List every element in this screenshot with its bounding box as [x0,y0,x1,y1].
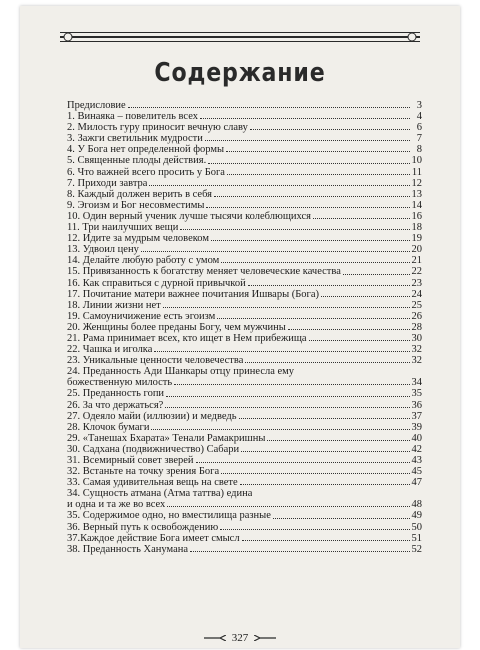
toc-entry-title: 14. Делайте любую работу с умом [67,255,220,267]
toc-entry-page: 43 [411,455,422,466]
dot-leader [227,174,410,175]
toc-entry-title: 12. Идите за мудрым человеком [67,233,210,245]
toc-entry-page: 14 [411,199,422,211]
dot-leader [267,440,409,441]
dot-leader [128,107,410,108]
toc-entry-page: 7 [416,133,422,145]
toc-entry-page: 26 [411,310,422,322]
toc-entry-page: 12 [411,177,422,189]
toc-entry-page: 4 [416,111,422,123]
toc-entry-page: 8 [416,144,422,156]
toc-entry-title: 13. Удвоил цену [67,244,139,256]
toc-entry [67,100,422,111]
toc-entry [67,222,422,233]
toc-entry-title: 19. Самоуничижение есть эгоизм [67,310,216,322]
toc-entry-title: 26. За что держаться? [67,399,164,411]
dot-leader [205,140,410,141]
toc-entry-title: 7. Приходи завтра [67,177,148,189]
book-page [20,6,460,648]
toc-entry [67,233,422,244]
toc-entry-page: 52 [411,543,422,555]
toc-entry [67,211,422,222]
dot-leader [343,274,410,275]
toc-entry-title: 25. Преданность гопи [67,388,165,400]
toc-entry [67,544,422,555]
toc-entry [67,488,422,499]
toc-entry [67,400,422,411]
dot-leader [206,207,409,208]
dot-leader [242,540,410,541]
dot-leader [217,318,409,319]
toc-entry-page: 30 [411,332,422,344]
toc-entry [67,499,422,510]
dot-leader [240,484,410,485]
toc-entry-page: 24 [411,288,422,300]
toc-entry [67,189,422,200]
page-footer [20,632,460,644]
toc-entry [67,178,422,189]
toc-entry-page: 42 [411,443,422,455]
toc-entry-page: 10 [411,155,422,167]
toc-entry-page: 50 [411,521,422,533]
toc-entry-page: 49 [411,510,422,522]
dot-leader [166,396,409,397]
toc-entry [67,522,422,533]
toc-entry-title: 18. Линии жизни нет [67,299,161,311]
dot-leader [149,185,409,186]
toc-entry [67,111,422,122]
dot-leader [220,529,409,530]
toc-entry-page: 21 [411,255,422,267]
toc-entry-page: 16 [411,210,422,222]
toc-entry [67,289,422,300]
toc-entry-title: 8. Каждый должен верить в себя [67,188,213,200]
toc-entry-page: 3 [416,100,422,111]
toc-entry-page: 25 [411,299,422,311]
dot-leader [309,340,410,341]
toc-entry-title: 15. Привязанность к богатству меняет человеческие качества [67,266,341,278]
dot-leader [167,506,409,507]
toc-entry-page: 45 [411,466,422,478]
toc-entry [67,155,422,166]
toc-entry [67,366,422,377]
toc-entry-page: 48 [411,499,422,511]
page-title: Содержание [154,58,326,88]
toc-entry-page: 34 [411,377,422,389]
toc-entry-title: 16. Как справиться с дурной привычкой [67,277,246,289]
dot-leader [200,118,410,119]
toc-entry-page: 32 [411,355,422,367]
toc-entry-title: 4. У Бога нет определенной формы [67,144,225,156]
toc-entry [67,300,422,311]
toc-entry-page: 32 [411,344,422,356]
toc-entry [67,255,422,266]
toc-entry-title: 10. Один верный ученик лучше тысячи колеблющихся [67,210,311,222]
toc-entry-page: 39 [411,421,422,433]
dot-leader [208,163,409,164]
dot-leader [211,240,409,241]
toc-entry-title: 24. Преданность Ади Шанкары отцу принесла ему [67,366,295,378]
dot-leader [226,151,410,152]
dot-leader [221,262,409,263]
toc-entry-title: 37.Каждое действие Бога имеет смысл [67,532,240,544]
toc-entry [67,455,422,466]
dot-leader [165,407,409,408]
toc-entry-title: 17. Почитание матери важнее почитания Ишвары (Бога) [67,288,319,300]
toc-entry-title: Предисловие [67,100,126,111]
dot-leader [273,518,410,519]
dot-leader [151,429,409,430]
toc-entry [67,344,422,355]
toc-entry-title: 36. Верный путь к освобождению [67,521,219,533]
toc-entry-title: 30. Садхана (подвижничество) Сабари [67,443,240,455]
dot-leader [174,384,409,385]
toc-entry [67,533,422,544]
dot-leader [245,362,409,363]
toc-entry-title: 29. «Танешах Бхарата» Тенали Рамакришны [67,432,266,444]
toc-entry [67,466,422,477]
toc-entry [67,444,422,455]
top-ornament-icon [20,30,460,44]
toc-entry-page: 18 [411,222,422,234]
toc-entry [67,244,422,255]
dot-leader [163,307,410,308]
dot-leader [313,218,410,219]
dot-leader [141,251,410,252]
toc-entry-title: 9. Эгоизм и Бог несовместимы [67,199,205,211]
toc-entry-title: 35. Содержимое одно, но вместилища разные [67,510,271,522]
toc-entry-title: 3. Зажги светильник мудрости [67,133,203,145]
toc-entry [67,278,422,289]
left-flourish-icon [204,635,226,641]
toc-entry-title: 32. Встаньте на точку зрения Бога [67,466,220,478]
toc-entry-page: 22 [411,266,422,278]
dot-leader [321,296,410,297]
toc-entry [67,122,422,133]
page-number: 327 [231,632,249,644]
toc-entry-title: 21. Рама принимает всех, кто ищет в Нем прибежища [67,332,307,344]
toc-entry [67,411,422,422]
toc-entry-title: 27. Одеяло майи (иллюзии) и медведь [67,410,237,422]
toc-entry-title: 28. Клочок бумаги [67,421,150,433]
dot-leader [196,462,410,463]
toc-entry-title: 22. Чашка и иголка [67,344,153,356]
toc-entry [67,167,422,178]
toc-entry-page: 13 [411,188,422,200]
dot-leader [180,229,409,230]
toc-entry [67,377,422,388]
toc-entry [67,388,422,399]
toc-entry-title: и одна и та же во всех [67,499,166,511]
right-flourish-icon [254,635,276,641]
toc-entry-title: божественную милость [67,377,173,389]
table-of-contents [67,100,422,555]
toc-entry-title: 38. Преданность Ханумана [67,543,189,555]
dot-leader [288,329,410,330]
toc-entry [67,477,422,488]
toc-entry-page: 20 [411,244,422,256]
toc-entry [67,311,422,322]
toc-entry-page: 51 [411,532,422,544]
toc-entry-title: 6. Что важней всего просить у Бога [67,166,225,178]
toc-entry-page: 47 [411,477,422,489]
toc-entry-title: 2. Милость гуру приносит вечную славу [67,122,248,134]
toc-entry-title: 23. Уникальные ценности человечества [67,355,244,367]
toc-entry [67,322,422,333]
toc-entry [67,422,422,433]
toc-entry-title: 34. Сущность атмана (Атма таттва) едина [67,488,253,500]
toc-entry [67,333,422,344]
toc-entry [67,355,422,366]
toc-entry-page: 37 [411,410,422,422]
toc-entry-title: 1. Винаяка – повелитель всех [67,111,198,123]
toc-entry-page: 23 [411,277,422,289]
toc-entry-page: 11 [411,166,422,178]
toc-entry-title: 31. Всемирный совет зверей [67,455,194,466]
dot-leader [154,351,409,352]
dot-leader [248,285,410,286]
toc-entry [67,133,422,144]
toc-entry [67,510,422,521]
toc-entry-page: 19 [411,233,422,245]
toc-entry-title: 5. Священные плоды действия. [67,155,207,167]
toc-entry-title: 11. Три наилучших вещи [67,222,179,234]
dot-leader [214,196,409,197]
dot-leader [221,473,409,474]
toc-entry-page: 40 [411,432,422,444]
toc-entry [67,200,422,211]
toc-entry-title: 20. Женщины более преданы Богу, чем мужчины [67,321,286,333]
toc-entry [67,144,422,155]
toc-entry [67,266,422,277]
dot-leader [190,551,409,552]
dot-leader [241,451,409,452]
toc-entry-page: 6 [416,122,422,134]
toc-entry-page: 35 [411,388,422,400]
toc-entry-page: 28 [411,321,422,333]
toc-entry-title: 33. Самая удивительная вещь на свете [67,477,238,489]
toc-entry [67,433,422,444]
dot-leader [250,129,410,130]
toc-entry-page: 36 [411,399,422,411]
dot-leader [239,418,410,419]
